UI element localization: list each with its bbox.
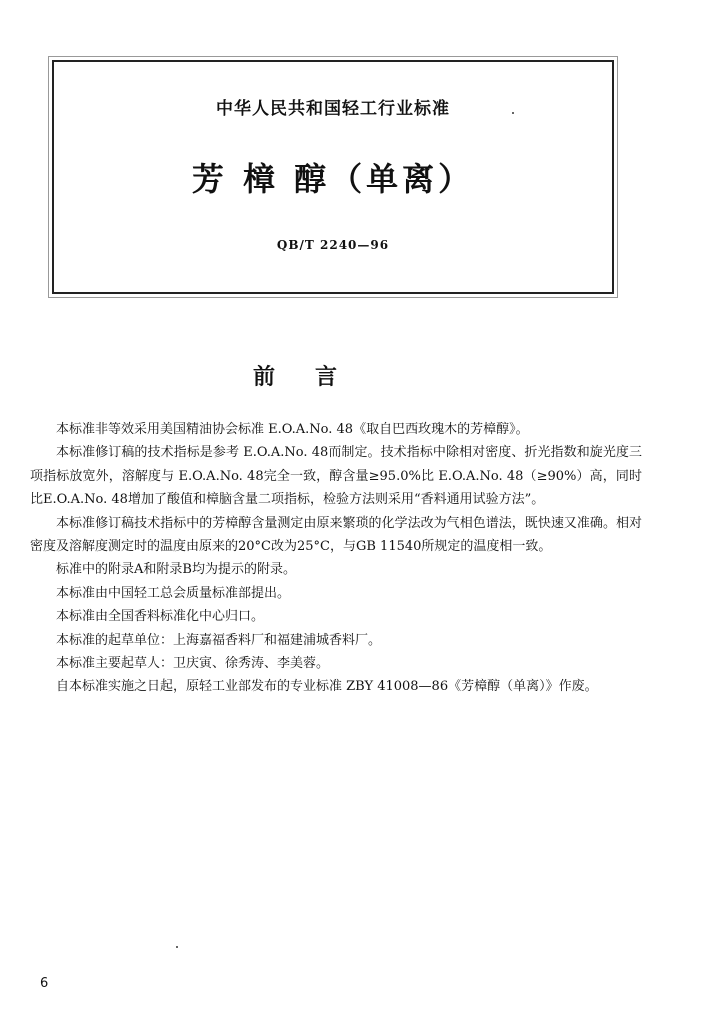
standard-header-box: [52, 60, 614, 294]
scan-speck: [176, 946, 178, 948]
scan-speck: [512, 112, 514, 114]
preface-paragraph: 标准中的附录A和附录B均为提示的附录。: [56, 562, 296, 578]
preface-paragraph: 本标准修订稿技术指标中的芳樟醇含量测定由原来繁琐的化学法改为气相色谱法，既快速又准确。相对密度及溶解度测定时的温度由原来的20°C改为25°C，与GB 11540所规定的温度相一致。: [30, 515, 642, 555]
preface-paragraph: 本标准修订稿的技术指标是参考 E.O.A.No. 48而制定。技术指标中除相对密度、折光指数和旋光度三项指标放宽外，溶解度与 E.O.A.No. 48完全一致，醇含量≥95.0%比 E.O.A.No. 48（≥90%）高，同时比E.O.A.No. 48增加了酸值和樟脑含量二项指标，检验方法则采用“香料通用试验方法”。: [30, 445, 642, 508]
standard-code: QB/T 2240—96: [276, 238, 390, 252]
page-number: 6: [40, 976, 49, 991]
preface-paragraph: 本标准的起草单位：上海嘉福香料厂和福建浦城香料厂。: [56, 632, 382, 648]
preface-paragraph: 本标准主要起草人：卫庆寅、徐秀涛、李美蓉。: [56, 656, 330, 672]
preface-paragraph: 本标准由中国轻工总会质量标准部提出。: [56, 585, 291, 601]
preface-paragraph: 本标准非等效采用美国精油协会标准 E.O.A.No. 48《取自巴西玫瑰木的芳樟醇》。: [56, 422, 529, 437]
standard-organization: 中华人民共和国轻工行业标准: [216, 99, 450, 119]
preface-paragraph: 自本标准实施之日起，原轻工业部发布的专业标准 ZBY 41008—86《芳樟醇（单离）》作废。: [56, 679, 598, 695]
preface-paragraph: 本标准由全国香料标准化中心归口。: [56, 609, 265, 625]
preface-body: [30, 418, 642, 699]
preface-heading: 前言: [252, 365, 377, 390]
standard-title: 芳 樟 醇（单离）: [191, 160, 475, 198]
